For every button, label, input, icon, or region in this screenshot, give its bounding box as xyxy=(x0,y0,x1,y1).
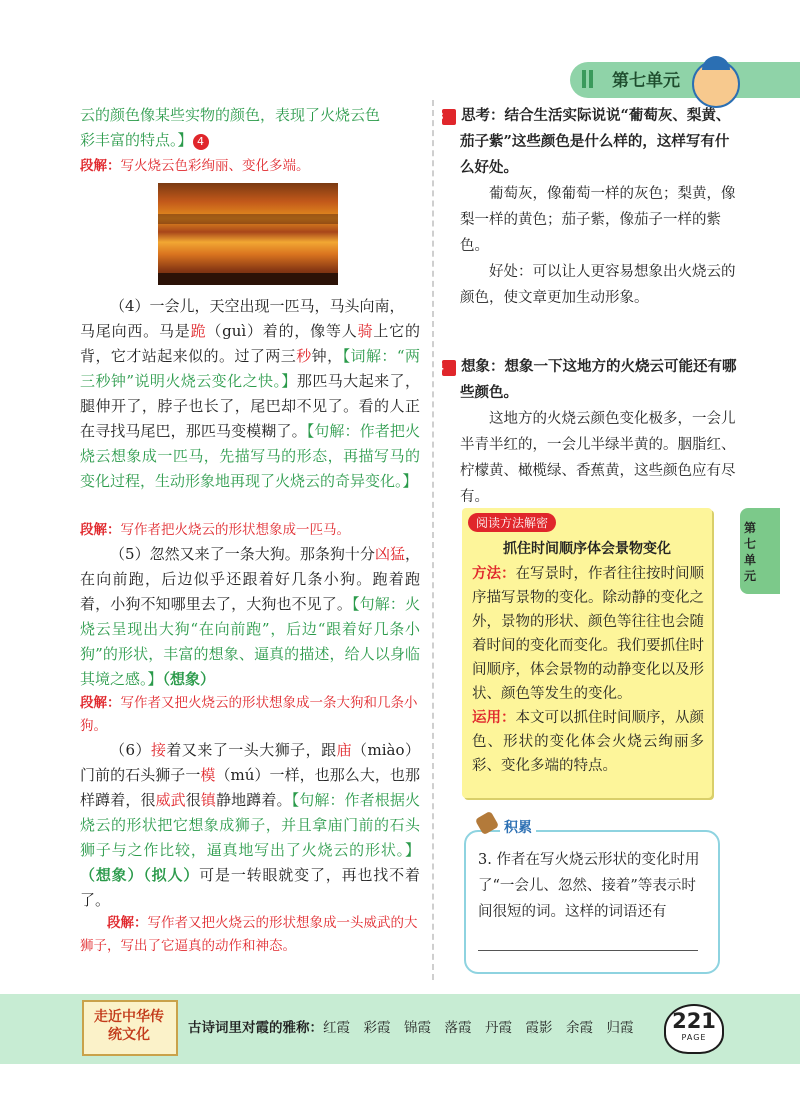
word-mo: 模 xyxy=(200,766,216,784)
p6-tag-personification: （拟人） xyxy=(143,866,200,884)
unit-header-bar xyxy=(570,62,800,98)
usage-text: 本文可以抓住时间顺序，从颜色、形状的变化体会火烧云绚丽多彩、变化多端的特点。 xyxy=(472,710,704,774)
paragraph-5 xyxy=(80,542,420,692)
question-4 xyxy=(436,354,740,510)
question-3-answer-2: 好处：可以让人更容易想象出火烧云的颜色，使文章更加生动形象。 xyxy=(460,264,736,306)
paragraph-summary-3 xyxy=(80,692,420,738)
page-label: PAGE xyxy=(681,1033,707,1042)
paragraph-summary-2 xyxy=(80,519,420,542)
word-weiwu: 威武 xyxy=(155,791,186,809)
summary-text: 写火烧云色彩绚丽、变化多端。 xyxy=(120,158,310,174)
unit-title: 第七单元 xyxy=(612,71,680,91)
question-number-4: 4 xyxy=(442,360,456,376)
p4-sentence-note: 【句解：作者把火烧云想象成一匹马，先描写马的形态，再描写马的变化过程，生动形象地再现了火烧云的奇异变化。】 xyxy=(80,422,420,490)
summary-label: 段解： xyxy=(80,695,121,711)
question-number-3: 3 xyxy=(442,109,456,125)
p6-text-f: 静地蹲着。 xyxy=(216,791,292,809)
p4-text-f: 那匹马大起来了，腿伸开了，脖子也长了，尾巴却不见了。看的人正在寻找马尾巴，那匹马变模糊了。 xyxy=(80,372,420,440)
p6-tag-imagination: （想象） xyxy=(80,866,144,884)
p6-text-b: 着又来了一头大狮子，跟 xyxy=(166,741,337,759)
question-4-prompt: 想象：想象一下这地方的火烧云可能还有哪些颜色。 xyxy=(460,358,737,401)
question-3 xyxy=(436,103,740,311)
mascot-magnifier-icon xyxy=(692,60,740,108)
paragraph-4 xyxy=(80,294,420,494)
fire-cloud-photo xyxy=(158,183,338,285)
question-marker-4: 4 xyxy=(193,134,209,150)
p6-text-e: 很 xyxy=(185,791,201,809)
summary-label: 段解： xyxy=(80,522,121,538)
paragraph-summary-1 xyxy=(80,155,420,178)
question-4-answer: 这地方的火烧云颜色变化极多，一会儿半青半红的，一会儿半绿半黄的。胭脂红、柠檬黄、橄榄绿、香蕉黄，这些颜色应有尽有。 xyxy=(460,411,736,505)
answer-blank-1[interactable] xyxy=(478,936,646,951)
question-3-prompt: 思考：结合生活实际说说“葡萄灰、梨黄、茄子紫”这些颜色是什么样的，这样写有什么好处。 xyxy=(460,107,731,176)
question-3-answer-1: 葡萄灰，像葡萄一样的灰色；梨黄，像梨一样的黄色；茄子紫，像茄子一样的紫色。 xyxy=(460,186,736,254)
footer-label: 古诗词里对霞的雅称： xyxy=(188,1020,323,1036)
method-label: 方法： xyxy=(472,565,516,582)
accumulation-question xyxy=(478,847,708,951)
word-xiongmeng: 凶猛 xyxy=(374,545,405,563)
p4-pinyin-gui: （guì）着的，像等人 xyxy=(206,322,358,340)
summary-text: 写作者又把火烧云的形状想象成一头威武的大狮子，写出了它逼真的动作和神态。 xyxy=(80,915,418,954)
p4-line-a: （4）一会儿，天空出现一匹马，马头向南， xyxy=(110,297,405,315)
summary-text: 写作者又把火烧云的形状想象成一条大狗和几条小狗。 xyxy=(80,695,418,734)
p5-tag-imagination: （想象） xyxy=(162,670,216,688)
usage-label: 运用： xyxy=(472,709,516,726)
p4-text-d: 它才站起来似的。过了两三 xyxy=(110,347,297,365)
summary-label: 段解： xyxy=(107,915,148,931)
word-qi: 骑 xyxy=(357,322,374,340)
p6-sentence-note: 【句解：作者根据火烧云的形状把它想象成狮子，并且拿庙门前的石头狮子与之作比较，逼真地写出了火烧云的形状。】 xyxy=(80,791,420,859)
word-miao-temple: 庙 xyxy=(336,741,353,759)
word-zhen: 镇 xyxy=(200,791,217,809)
p4-text-c: 上它的背， xyxy=(80,322,420,365)
accumulation-tag: 积累 xyxy=(500,817,536,837)
reading-method-body xyxy=(472,562,704,778)
answer-blank-2[interactable] xyxy=(478,950,698,951)
p5-text-b: ，在向前跑，后边似乎还跟着好几条小狗。跑着跑着，小狗不知哪里去了，大狗也不见了。 xyxy=(80,545,420,613)
p6-text-a: （6） xyxy=(110,741,151,759)
summary-text: 写作者把火烧云的形状想象成一匹马。 xyxy=(120,522,350,538)
p4-word-note: 【词解：“两三秒钟”说明火烧云变化之快。】 xyxy=(80,347,420,390)
intro-line-2: 彩丰富的特点。】 xyxy=(80,131,193,149)
word-miao: 秒 xyxy=(296,347,312,365)
p4-text-b: 马尾向西。马是 xyxy=(80,322,191,340)
footer-terms: 红霞 彩霞 锦霞 落霞 丹霞 霞影 余霞 归霞 xyxy=(323,1020,634,1036)
accumulation-text: 3. 作者在写火烧云形状的变化时用了“一会儿、忽然、接着”等表示时间很短的词。这样的词语还有 xyxy=(478,852,700,920)
word-jie: 接 xyxy=(150,741,167,759)
p5-sentence-note: 【句解：火烧云呈现出大狗“在向前跑”，后边“跟着好几条小狗”的形状，丰富的想象、逼真的描述，给人以身临其境之感。】 xyxy=(80,595,420,688)
intro-line-1: 云的颜色像某些实物的颜色，表现了火烧云色 xyxy=(80,106,381,124)
p6-text-g: 可是一转眼就变了，再也找不着了。 xyxy=(80,866,420,909)
intro-note xyxy=(80,103,420,153)
p6-text-d: （mú）一样，也那么大，也那样蹲着，很 xyxy=(80,766,420,809)
paragraph-6 xyxy=(80,738,420,913)
method-text: 在写景时，作者往往按时间顺序描写景物的变化。除动静的变化之外，景物的形状、颜色等往往也会随着时间的变化而变化。我们要抓住时间顺序，体会景物的动静变化以及形状、颜色等发生的变化。 xyxy=(472,566,704,702)
p4-text-e: 钟， xyxy=(311,347,343,365)
header-bars-icon xyxy=(582,70,602,90)
column-divider xyxy=(432,100,434,980)
culture-seal-text: 走近中华传统文化 xyxy=(94,1009,164,1043)
footer-note xyxy=(188,1016,634,1036)
word-gui: 跪 xyxy=(190,322,207,340)
summary-label: 段解： xyxy=(80,158,121,174)
paragraph-summary-4 xyxy=(80,912,420,958)
page-number: 221 xyxy=(672,1009,716,1033)
reading-method-title: 抓住时间顺序体会景物变化 xyxy=(503,541,671,557)
p6-text-c: （miào）门前的石头狮子一 xyxy=(80,741,420,784)
p5-text-a: （5）忽然又来了一条大狗。那条狗十分 xyxy=(110,545,375,563)
reading-method-badge: 阅读方法解密 xyxy=(468,513,556,532)
unit-side-tab-label: 第七单元 xyxy=(744,521,757,583)
